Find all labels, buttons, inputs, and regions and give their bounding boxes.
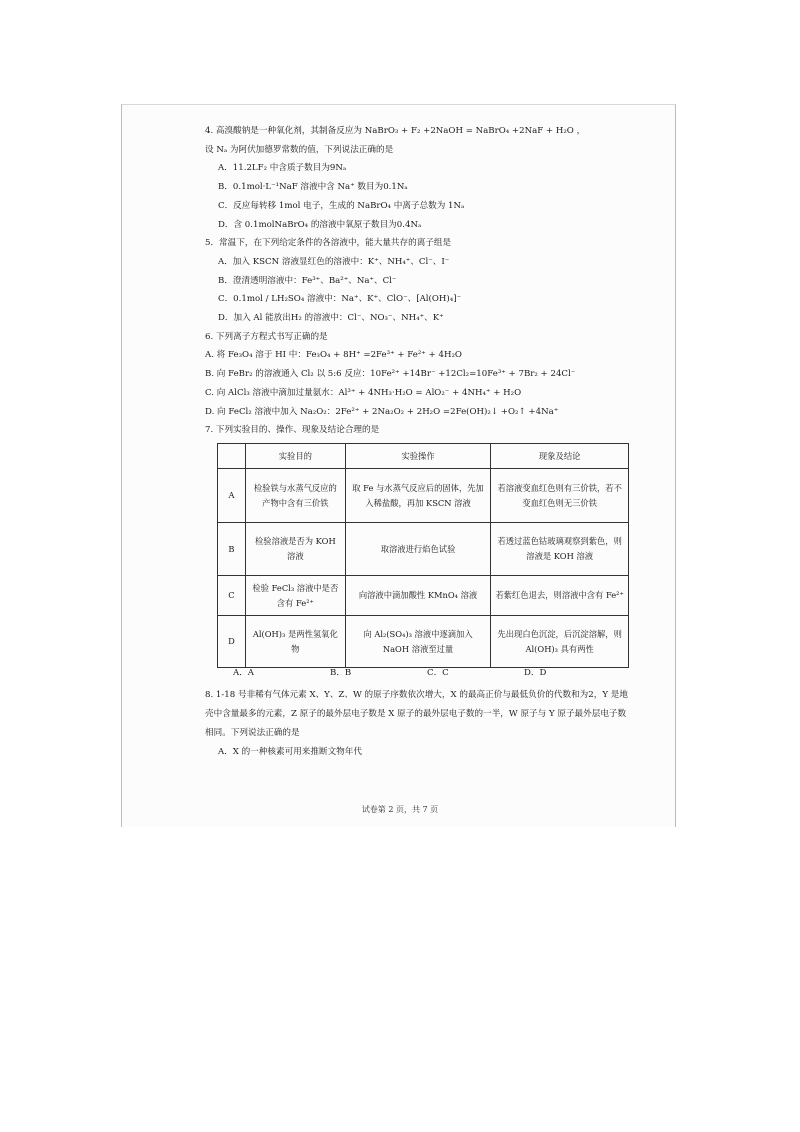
table-header-cell: 实验目的 <box>245 444 345 469</box>
table-row <box>218 616 629 668</box>
table-cell: 检验 FeCl₃ 溶液中是否含有 Fe²⁺ <box>245 576 345 616</box>
q5-option-b: B．澄清透明溶液中：Fe³⁺、Ba²⁺、Na⁺、Cl⁻ <box>218 275 397 286</box>
q4-option-c: C．反应每转移 1mol 电子，生成的 NaBrO₄ 中离子总数为 1Nₐ <box>218 200 465 211</box>
table-cell: C <box>218 576 246 616</box>
q7-option-a: A．A <box>233 668 255 678</box>
table-cell: 向 Al₂(SO₄)₃ 溶液中逐滴加入 NaOH 溶液至过量 <box>345 616 491 668</box>
table-header-cell: 实验操作 <box>345 444 491 469</box>
table-header-cell <box>218 444 246 469</box>
q8-option-a: A．X 的一种核素可用来推断文物年代 <box>218 747 362 757</box>
q4-option-d: D．含 0.1molNaBrO₄ 的溶液中氧原子数目为0.4Nₐ <box>218 219 422 230</box>
q6-option-d: D. 向 FeCl₂ 溶液中加入 Na₂O₂：2Fe²⁺ + 2Na₂O₂ + 2H₂O =2Fe(OH)₂↓ +O₂↑ +4Na⁺ <box>205 406 559 417</box>
table-cell: B <box>218 523 246 576</box>
table-row <box>218 576 629 616</box>
q7-table <box>217 443 629 668</box>
q5-stem: 5．常温下，在下列给定条件的各溶液中，能大量共存的离子组是 <box>205 238 452 249</box>
table-cell: 若紫红色退去，则溶液中含有 Fe²⁺ <box>491 576 629 616</box>
q4-stem-line1: 4. 高溴酸钠是一种氧化剂，其制备反应为 NaBrO₃ + F₂ +2NaOH = NaBrO₄ +2NaF + H₂O ， <box>205 126 586 136</box>
q4-option-a: A．11.2LF₂ 中含质子数目为9Nₐ <box>218 163 347 174</box>
table-cell: 检验铁与水蒸气反应的产物中含有三价铁 <box>245 469 345 523</box>
q5-option-c: C．0.1mol / LH₂SO₄ 溶液中：Na⁺、K⁺、ClO⁻、[Al(OH)₄]⁻ <box>218 294 462 305</box>
questions-4-to-6 <box>205 122 630 440</box>
table-cell: 向溶液中滴加酸性 KMnO₄ 溶液 <box>345 576 491 616</box>
q4-stem-line2: 设 Nₐ 为阿伏加德罗常数的值，下列说法正确的是 <box>205 144 394 155</box>
q4-option-b: B．0.1mol·L⁻¹NaF 溶液中含 Na⁺ 数目为0.1Nₐ <box>218 182 408 193</box>
page-footer: 试卷第 2 页，共 7 页 <box>361 805 439 814</box>
table-cell: 若透过蓝色钴玻璃观察到紫色，则溶液是 KOH 溶液 <box>491 523 629 576</box>
table-cell: 检验溶液是否为 KOH 溶液 <box>245 523 345 576</box>
table-header-cell: 现象及结论 <box>491 444 629 469</box>
table-cell: 若溶液变血红色则有三价铁，若不变血红色则无三价铁 <box>491 469 629 523</box>
table-cell: 取 Fe 与水蒸气反应后的固体，先加入稀盐酸，再加 KSCN 溶液 <box>345 469 491 523</box>
q7-option-d: D．D <box>524 668 547 678</box>
q7-answer-options <box>233 666 633 678</box>
table-cell: Al(OH)₃ 是两性氢氧化物 <box>245 616 345 668</box>
table-cell: 取溶液进行焰色试验 <box>345 523 491 576</box>
q5-option-a: A．加入 KSCN 溶液显红色的溶液中：K⁺、NH₄⁺、Cl⁻、I⁻ <box>218 256 450 267</box>
q6-option-c: C. 向 AlCl₃ 溶液中滴加过量氨水：Al³⁺ + 4NH₃·H₂O = AlO₂⁻ + 4NH₄⁺ + H₂O <box>205 387 522 398</box>
q7-stem: 7. 下列实验目的、操作、现象及结论合理的是 <box>205 425 380 436</box>
q6-option-b: B. 向 FeBr₂ 的溶液通入 Cl₂ 以 5:6 反应：10Fe²⁺ +14Br⁻ +12Cl₂=10Fe³⁺ + 7Br₂ + 24Cl⁻ <box>205 369 576 380</box>
q7-option-c: C．C <box>427 668 449 678</box>
q7-option-b: B．B <box>330 668 352 678</box>
q6-stem: 6. 下列离子方程式书写正确的是 <box>205 331 328 342</box>
table-cell: D <box>218 616 246 668</box>
table-row <box>218 469 629 523</box>
table-cell: 先出现白色沉淀，后沉淀溶解，则 Al(OH)₃ 具有两性 <box>491 616 629 668</box>
q6-option-a: A. 将 Fe₃O₄ 溶于 HI 中：Fe₃O₄ + 8H⁺ =2Fe³⁺ + Fe²⁺ + 4H₂O <box>205 350 462 361</box>
question-8 <box>205 686 633 763</box>
q8-stem: 8. 1-18 号非稀有气体元素 X、Y、Z、W 的原子序数依次增大，X 的最高正价与最低负价的代数和为2，Y 是地壳中含量最多的元素，Z 原子的最外层电子数是 X 原子的最外层电子数的一半，W 原子与 Y 原子最外层电子数相同。下列说法正确的是 <box>205 690 628 738</box>
table-header-row <box>218 444 629 469</box>
q5-option-d: D．加入 Al 能放出H₂ 的溶液中：Cl⁻、NO₃⁻、NH₄⁺、K⁺ <box>218 313 444 324</box>
table-cell: A <box>218 469 246 523</box>
table-row <box>218 523 629 576</box>
